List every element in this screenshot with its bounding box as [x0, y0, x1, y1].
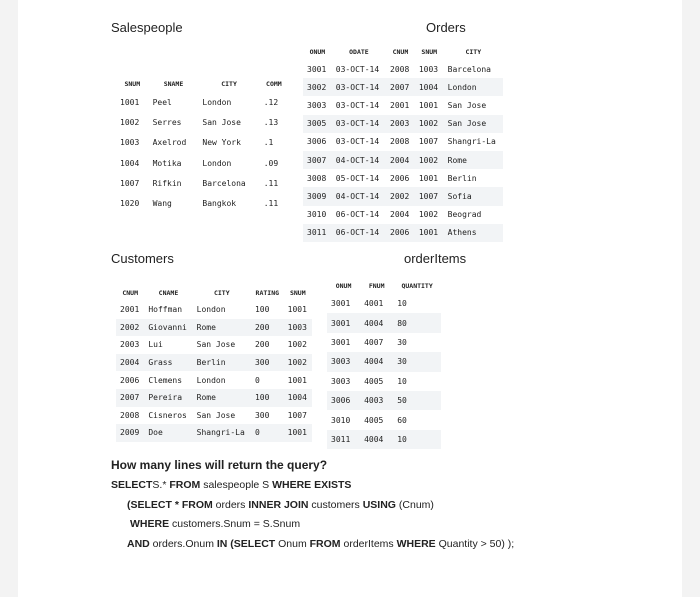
table-cell: Athens	[447, 228, 477, 238]
table-cell: 300	[254, 358, 270, 368]
table-cell: 3001	[307, 64, 327, 74]
column-header: ONUM	[335, 281, 352, 290]
table-cell: 2004	[390, 155, 410, 165]
table-cell: 2001	[120, 305, 140, 315]
table-row	[327, 410, 441, 429]
table-cell: 1002	[120, 117, 140, 127]
table-cell: 2001	[390, 100, 410, 110]
table-cell: 1002	[287, 340, 307, 350]
table-cell: 03-OCT-14	[335, 64, 380, 74]
table-cell: 3001	[331, 337, 351, 347]
table-cell: Rome	[196, 393, 216, 403]
table-cell: New York	[202, 138, 241, 148]
table-cell: 3003	[307, 100, 327, 110]
table-cell: Beograd	[447, 210, 482, 220]
customers-table	[116, 284, 312, 442]
table-cell: 2002	[390, 191, 410, 201]
column-header: ONUM	[309, 47, 326, 56]
table-cell: Barcelona	[447, 64, 491, 74]
table-cell: 2009	[120, 428, 140, 438]
sql-keyword: INNER JOIN	[248, 499, 309, 511]
table-cell: 1004	[418, 82, 439, 92]
table-cell: 3006	[331, 396, 351, 406]
column-header: SNUM	[421, 47, 438, 56]
table-header-row	[116, 284, 312, 301]
table-row	[303, 115, 503, 133]
table-cell: 80	[397, 318, 407, 328]
table-cell: 2006	[120, 375, 140, 385]
orderitems-heading: orderItems	[404, 251, 467, 266]
table-cell: 1002	[418, 119, 439, 129]
table-cell: Rome	[196, 322, 216, 332]
sql-keyword: WHERE EXISTS	[272, 479, 352, 491]
table-cell: 03-OCT-14	[335, 100, 380, 110]
table-cell: 200	[254, 340, 270, 350]
orders-heading: Orders	[426, 20, 466, 35]
table-cell: 2006	[390, 228, 410, 238]
left-margin	[0, 0, 18, 597]
table-cell: 05-OCT-14	[335, 173, 380, 183]
table-header-row	[327, 277, 441, 294]
table-cell: 4007	[364, 337, 384, 347]
table-cell: 03-OCT-14	[335, 82, 380, 92]
table-row	[327, 313, 441, 332]
table-row	[303, 169, 503, 187]
sql-keyword: FROM	[309, 538, 341, 550]
column-header: SNUM	[124, 79, 141, 88]
table-cell: 2004	[120, 358, 140, 368]
table-cell: Shangri-La	[447, 137, 496, 147]
table-row	[303, 151, 503, 169]
table-cell: 1002	[287, 358, 307, 368]
table-cell: Pereira	[148, 393, 183, 403]
table-cell: 1007	[418, 191, 439, 201]
table-cell: San Jose	[447, 100, 487, 110]
table-cell: 2006	[390, 173, 410, 183]
table-cell: 4004	[364, 357, 384, 367]
table-cell: 1003	[120, 138, 140, 148]
sql-keyword: FROM	[169, 479, 201, 491]
table-cell: Lui	[148, 340, 163, 350]
table-cell: 4005	[364, 376, 384, 386]
column-header: SNAME	[163, 79, 184, 88]
table-row	[303, 187, 503, 205]
table-cell: Berlin	[447, 173, 477, 183]
query-line-4	[127, 538, 514, 550]
table-row	[116, 389, 312, 407]
table-cell: 3011	[331, 434, 351, 444]
table-cell: 1001	[287, 428, 307, 438]
table-cell: 10	[397, 376, 407, 386]
table-cell: 1007	[418, 137, 439, 147]
table-cell: London	[202, 97, 232, 107]
table-cell: 10	[397, 434, 407, 444]
table-cell: 1001	[418, 173, 439, 183]
table-cell: 3001	[331, 299, 351, 309]
table-cell: 04-OCT-14	[335, 191, 380, 201]
table-cell: 2007	[390, 82, 410, 92]
table-cell: 3009	[307, 191, 327, 201]
table-cell: 2008	[390, 137, 410, 147]
table-cell: 04-OCT-14	[335, 155, 380, 165]
table-cell: 50	[397, 396, 407, 406]
table-cell: 30	[397, 337, 407, 347]
table-row	[116, 193, 288, 213]
table-row	[116, 407, 312, 425]
sql-keyword: WHERE	[396, 538, 436, 550]
table-cell: Motika	[152, 158, 182, 168]
table-cell: 1001	[287, 305, 307, 315]
table-cell: 2008	[120, 410, 140, 420]
column-header: ODATE	[349, 47, 369, 56]
table-cell: Rome	[447, 155, 467, 165]
table-cell: 1020	[120, 199, 140, 209]
table-header-row	[116, 75, 288, 92]
table-row	[116, 153, 288, 173]
table-cell: 2004	[390, 210, 410, 220]
sql-text: salespeople S	[200, 479, 273, 491]
query-line-1	[111, 479, 351, 491]
table-cell: 2002	[120, 322, 140, 332]
table-cell: 1001	[287, 375, 307, 385]
table-row	[327, 372, 441, 391]
table-cell: Sofia	[447, 191, 472, 201]
column-header: RATING	[255, 288, 280, 297]
table-cell: London	[202, 158, 232, 168]
table-cell: Clemens	[148, 375, 183, 385]
table-cell: 3001	[331, 318, 351, 328]
sql-text: orders.Onum	[149, 538, 217, 550]
table-cell: 4003	[364, 396, 384, 406]
table-cell: 2003	[120, 340, 140, 350]
column-header: COMM	[266, 79, 282, 88]
table-cell: London	[447, 82, 477, 92]
sql-text: Onum	[275, 538, 310, 550]
table-row	[116, 371, 312, 389]
table-cell: 60	[397, 415, 407, 425]
table-row	[116, 133, 288, 153]
sql-text: orders	[212, 499, 249, 511]
orders-table	[303, 43, 503, 242]
table-row	[116, 354, 312, 372]
column-header: CITY	[221, 79, 237, 88]
table-cell: 3010	[331, 415, 351, 425]
table-cell: 3008	[307, 173, 327, 183]
column-header: FNUM	[368, 281, 385, 290]
table-cell: 3002	[307, 82, 327, 92]
table-row	[116, 424, 312, 442]
table-cell: 3006	[307, 137, 327, 147]
table-cell: London	[196, 375, 226, 385]
table-cell: 0	[254, 375, 260, 385]
column-header: SNUM	[289, 288, 306, 297]
table-cell: Axelrod	[152, 138, 187, 148]
table-cell: 03-OCT-14	[335, 119, 380, 129]
table-row	[116, 319, 312, 337]
table-cell: 1001	[120, 97, 140, 107]
table-row	[303, 224, 503, 242]
table-cell: 1007	[120, 178, 140, 188]
table-cell: Serres	[152, 117, 182, 127]
table-cell: 1002	[418, 155, 439, 165]
table-cell: 1001	[418, 228, 439, 238]
table-cell: Barcelona	[202, 178, 246, 188]
table-cell: Shangri-La	[196, 428, 245, 438]
column-header: CITY	[465, 47, 482, 56]
table-row	[327, 352, 441, 371]
table-cell: 100	[254, 393, 270, 403]
table-cell: 0	[254, 428, 260, 438]
orderitems-table	[327, 277, 441, 449]
table-cell: Bangkok	[202, 199, 237, 209]
salespeople-table	[116, 75, 288, 214]
sql-keyword: WHERE	[130, 518, 170, 530]
table-cell: 06-OCT-14	[335, 228, 380, 238]
table-cell: 10	[397, 299, 407, 309]
table-cell: Rifkin	[152, 178, 182, 188]
table-cell: .11	[263, 178, 279, 188]
table-cell: .1	[263, 138, 274, 148]
salespeople-heading: Salespeople	[111, 20, 183, 35]
sql-keyword: USING	[362, 499, 396, 511]
table-cell: 1003	[418, 64, 439, 74]
table-cell: Cisneros	[148, 410, 187, 420]
table-cell: 3007	[307, 155, 327, 165]
table-cell: London	[196, 305, 226, 315]
table-row	[116, 301, 312, 319]
table-cell: .12	[263, 97, 279, 107]
table-cell: 06-OCT-14	[335, 210, 380, 220]
table-row	[303, 60, 503, 78]
table-cell: 4004	[364, 434, 384, 444]
table-row	[327, 430, 441, 449]
table-cell: 3011	[307, 228, 327, 238]
sql-keyword: AND	[127, 538, 150, 550]
table-row	[303, 206, 503, 224]
table-cell: 3010	[307, 210, 327, 220]
table-cell: Peel	[152, 97, 172, 107]
query-line-3	[130, 518, 300, 530]
table-cell: Hoffman	[148, 305, 183, 315]
query-line-2	[127, 499, 434, 511]
table-cell: 3005	[307, 119, 327, 129]
sql-text: orderItems	[340, 538, 397, 550]
column-header: CNAME	[158, 288, 179, 297]
question-text: How many lines will return the query?	[111, 458, 328, 472]
table-cell: .11	[263, 199, 279, 209]
table-cell: 3003	[331, 376, 351, 386]
table-cell: Doe	[148, 428, 163, 438]
sql-keyword: SELECT	[111, 479, 153, 491]
table-cell: 1001	[418, 100, 439, 110]
table-row	[327, 391, 441, 410]
table-row	[327, 294, 441, 313]
table-cell: .13	[263, 117, 279, 127]
table-cell: San Jose	[202, 117, 241, 127]
table-row	[303, 78, 503, 96]
table-cell: 4004	[364, 318, 384, 328]
table-cell: San Jose	[447, 119, 487, 129]
customers-heading: Customers	[111, 251, 174, 266]
table-cell: 1003	[287, 322, 307, 332]
sql-text: (Cnum)	[395, 499, 434, 511]
table-cell: 1002	[418, 210, 439, 220]
table-row	[116, 112, 288, 132]
table-cell: 3003	[331, 357, 351, 367]
table-cell: 2003	[390, 119, 410, 129]
table-cell: San Jose	[196, 340, 236, 350]
table-row	[116, 336, 312, 354]
table-cell: 4005	[364, 415, 384, 425]
table-cell: Berlin	[196, 358, 226, 368]
table-cell: 30	[397, 357, 407, 367]
column-header: QUANTITY	[401, 281, 433, 290]
table-cell: .09	[263, 158, 279, 168]
column-header: CNUM	[122, 288, 138, 297]
sql-keyword: (SELECT * FROM	[127, 499, 213, 511]
table-cell: Wang	[152, 199, 172, 209]
table-row	[116, 92, 288, 112]
table-cell: Giovanni	[148, 322, 187, 332]
sql-text: Quantity > 50) );	[435, 538, 515, 550]
table-cell: 03-OCT-14	[335, 137, 380, 147]
table-row	[303, 96, 503, 114]
sql-text: customers	[308, 499, 363, 511]
table-cell: 2007	[120, 393, 140, 403]
sql-text: customers.Snum = S.Snum	[169, 518, 301, 530]
sql-text: S.*	[152, 479, 170, 491]
table-row	[116, 173, 288, 193]
table-cell: 100	[254, 305, 270, 315]
table-row	[327, 333, 441, 352]
table-cell: 300	[254, 410, 270, 420]
table-cell: 1004	[287, 393, 307, 403]
table-cell: 4001	[364, 299, 384, 309]
table-cell: 200	[254, 322, 270, 332]
table-row	[303, 133, 503, 151]
table-cell: San Jose	[196, 410, 236, 420]
table-cell: 2008	[390, 64, 410, 74]
column-header: CNUM	[392, 47, 409, 56]
table-cell: 1007	[287, 410, 307, 420]
table-cell: 1004	[120, 158, 140, 168]
table-cell: Grass	[148, 358, 173, 368]
column-header: CITY	[213, 288, 230, 297]
sql-keyword: IN (SELECT	[216, 538, 276, 550]
table-header-row	[303, 43, 503, 60]
right-margin	[682, 0, 700, 597]
